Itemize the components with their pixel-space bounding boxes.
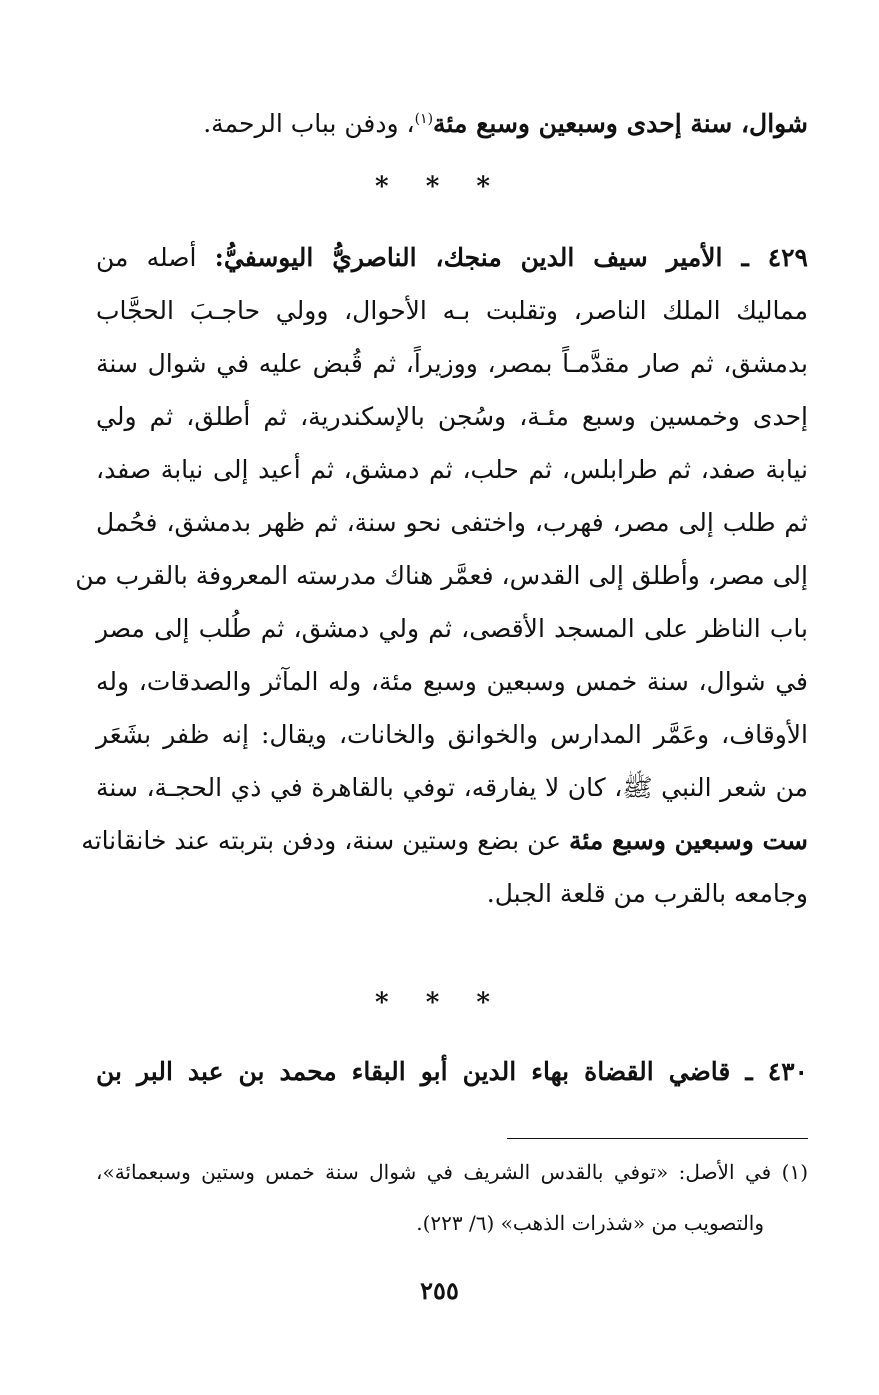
entry-429-line-4: إحدى وخمسين وسبع مئـة، وسُجن بالإسكندرية، ثم أطلق، ثم ولي <box>96 402 808 431</box>
continuation-line <box>96 102 808 146</box>
entry-429-line-9: في شوال، سنة خمس وسبعين وسبع مئة، وله المآثر والصدقات، وله <box>96 667 808 696</box>
death-date-text: شوال، سنة إحدى وسبعين وسبع مئة <box>433 109 808 138</box>
entry-429-line-12 <box>81 819 808 863</box>
entry-429-line-11: من شعر النبي ﷺ، كان لا يفارقه، توفي بالقاهرة في ذي الحجـة، سنة <box>96 773 808 802</box>
entry-429-line-7: إلى مصر، وأطلق إلى القدس، فعمَّر هناك مدرسته المعروفة بالقرب من <box>75 561 808 590</box>
burial-text: ، ودفن بباب الرحمة. <box>203 109 415 138</box>
entry-429-line-8: باب الناظر على المسجد الأقصى، ثم ولي دمشق، ثم طُلب إلى مصر <box>96 614 808 643</box>
entry-429-line-12-text: عن بضع وستين سنة، ودفن بتربته عند خانقاناته <box>81 826 569 855</box>
entry-429-title: ٤٢٩ ـ الأمير سيف الدين منجك، الناصريُّ اليوسفيُّ: <box>214 243 808 272</box>
section-separator: * * * <box>375 988 504 1018</box>
entry-429-line-10: الأوقاف، وعَمَّر المدارس والخوانق والخانات، ويقال: إنه ظفر بشَعَر <box>96 720 808 749</box>
entry-429-line-3: بدمشق، ثم صار مقدَّمـاً بمصر، ووزيراً، ثم قُبض عليه في شوال سنة <box>96 349 808 378</box>
entry-430-heading: ٤٣٠ ـ قاضي القضاة بهاء الدين أبو البقاء محمد بن عبد البر بن <box>96 1057 808 1086</box>
page-number: ٢٥٥ <box>420 1276 459 1305</box>
entry-429-line-13: وجامعه بالقرب من قلعة الجبل. <box>486 879 808 908</box>
entry-429-line-1 <box>96 236 808 280</box>
entry-429-line-2: مماليك الملك الناصر، وتقلبت بـه الأحوال، وولي حاجـبَ الحجَّاب <box>96 296 808 325</box>
footnote-line-2: والتصويب من «شذرات الذهب» (٦/ ٢٢٣). <box>416 1211 764 1235</box>
death-year-text: ست وسبعين وسبع مئة <box>568 826 808 855</box>
entry-429-line-6: ثم طلب إلى مصر، فهرب، واختفى نحو سنة، ثم ظهر بدمشق، فحُمل <box>96 508 808 537</box>
footnote-divider <box>507 1138 808 1139</box>
footnote-line-1: (١) في الأصل: «توفي بالقدس الشريف في شوال سنة خمس وستين وسبعمائة»، <box>96 1160 808 1184</box>
section-separator: * * * <box>375 172 504 202</box>
entry-429-line-5: نيابة صفد، ثم طرابلس، ثم حلب، ثم دمشق، ثم أعيد إلى نيابة صفد، <box>96 455 808 484</box>
footnote-reference: (١) <box>414 111 434 127</box>
entry-429-line-1-text: أصله من <box>96 243 215 272</box>
